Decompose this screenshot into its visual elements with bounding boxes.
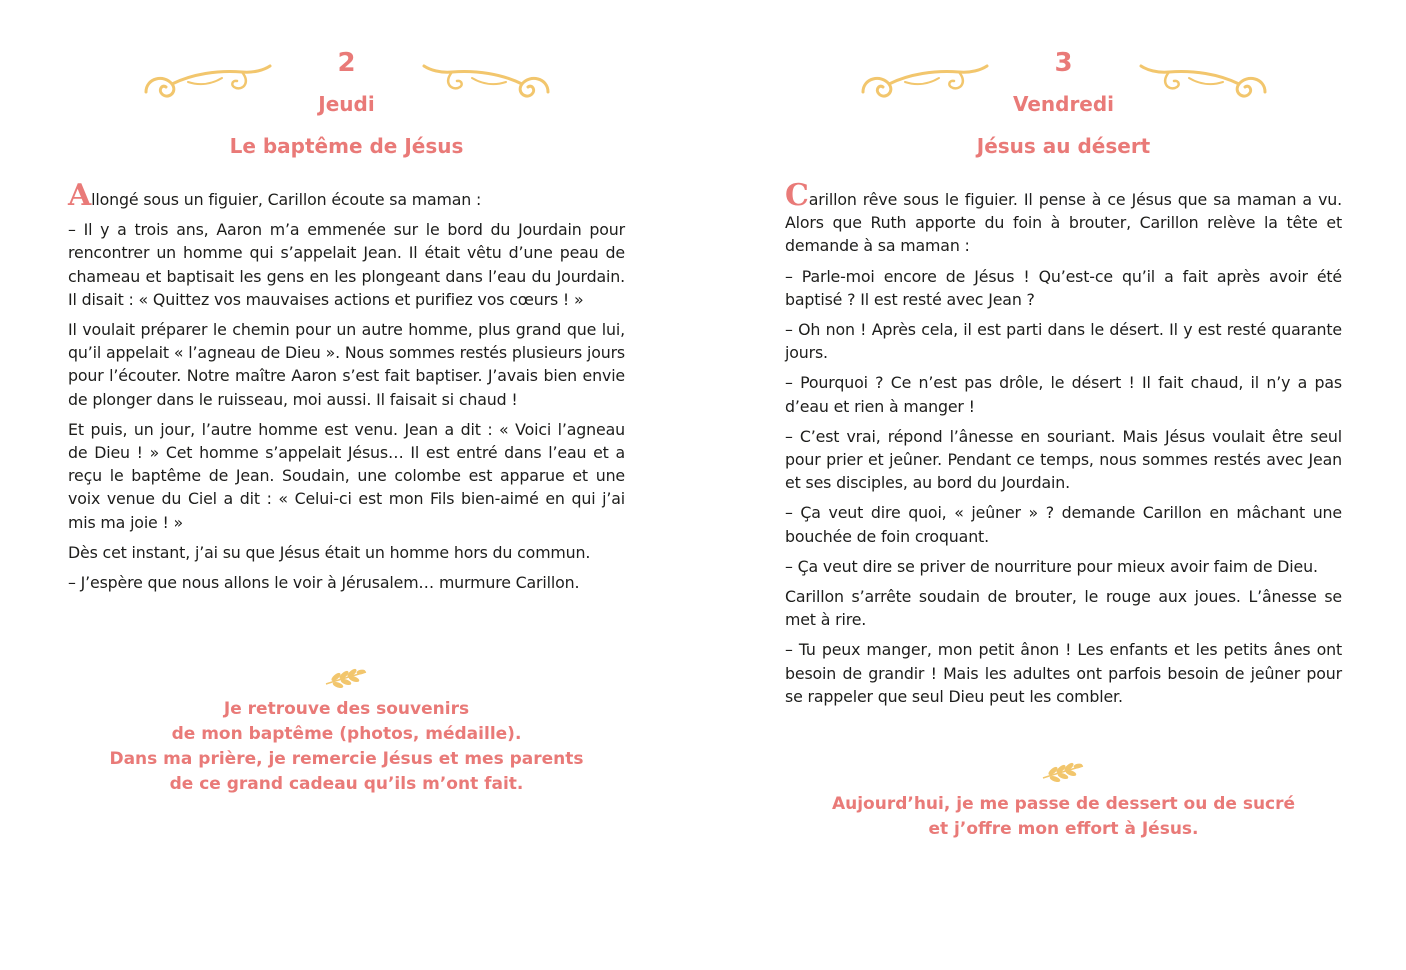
paragraph: – Parle-moi encore de Jésus ! Qu’est-ce qu’il a fait après avoir été baptisé ? Il est resté avec Jean ? (785, 266, 1342, 309)
paragraph: – Oh non ! Après cela, il est parti dans le désert. Il y est resté quarante jours. (785, 320, 1342, 363)
first-paragraph: Allongé sous un figuier, Carillon écoute sa maman : (68, 178, 482, 213)
drop-cap: C (785, 178, 809, 213)
paragraph: Et puis, un jour, l’autre homme est venu. Jean a dit : « Voici l’agneau de Dieu ! » Cet homme s’appelait Jésus… Il est entré dans l’eau et a reçu le baptême de Jean. Soudain, une colombe est apparue et une voix venue du Ciel a dit : « Celui-ci est mon Fils bien-aimé en qui j’ai mis ma joie ! » (68, 419, 625, 532)
chapter-title: Le baptême de Jésus (229, 134, 464, 158)
left-header (68, 0, 625, 130)
day-number: 3 (1054, 48, 1073, 78)
paragraph: – Tu peux manger, mon petit ânon ! Les enfants et les petits ânes ont besoin de grandir ! Mais les adultes ont parfois besoin de jeûner pour se rappeler que seul Dieu peut les combler. (785, 640, 1342, 706)
right-page (785, 0, 1342, 839)
closing-resolution: Aujourd’hui, je me passe de dessert ou de sucré et j’offre mon effort à Jésus. (831, 794, 1296, 839)
paragraph: Dès cet instant, j’ai su que Jésus était un homme hors du commun. (68, 542, 591, 562)
first-paragraph: Carillon rêve sous le figuier. Il pense à ce Jésus que sa maman a vu. Alors que Ruth apporte du foin à brouter, Carillon relève la tête et demande à sa maman : (785, 178, 1342, 256)
paragraph: – Ça veut dire se priver de nourriture pour mieux avoir faim de Dieu. (785, 556, 1318, 576)
paragraph: – Il y a trois ans, Aaron m’a emmenée sur le bord du Jourdain pour rencontrer un homme qui s’appelait Jean. Il était vêtu d’une peau de chameau et baptisait les gens en les plongeant dans l’eau du Jourdain. Il disait : « Quittez vos mauvaises actions et purifiez vos cœurs ! » (68, 220, 625, 309)
paragraph: – J’espère que nous allons le voir à Jérusalem… murmure Carillon. (68, 573, 580, 593)
paragraph: Il voulait préparer le chemin pour un autre homme, plus grand que lui, qu’il appelait « l’agneau de Dieu ». Nous sommes restés plusieurs jours pour l’écouter. Notre maître Aaron s’est fait baptiser. J’avais bien envie de plonger dans le ruisseau, moi aussi. Il faisait si chaud ! (68, 320, 625, 409)
leaf-sprig-icon (1041, 760, 1085, 782)
story-text (68, 178, 625, 601)
paragraph: – Ça veut dire quoi, « jeûner » ? demande Carillon en mâchant une bouchée de foin croquant. (785, 503, 1342, 546)
day-name: Jeudi (318, 92, 375, 116)
story-text (785, 178, 1342, 715)
drop-cap: A (68, 178, 92, 213)
paragraph: – C’est vrai, répond l’ânesse en souriant. Mais Jésus voulait être seul pour prier et jeûner. Pendant ce temps, nous sommes restés avec Jean et ses disciples, au bord du Jourdain. (785, 426, 1342, 493)
left-page (68, 0, 625, 794)
day-number: 2 (337, 48, 356, 78)
leaf-sprig-icon (324, 666, 368, 688)
paragraph: – Pourquoi ? Ce n’est pas drôle, le désert ! Il fait chaud, il n’y a pas d’eau et rien à manger ! (785, 373, 1342, 416)
closing-resolution: Je retrouve des souvenirs de mon baptême (photos, médaille). Dans ma prière, je remercie Jésus et mes parents de ce grand cadeau qu’ils m’ont fait. (109, 699, 584, 794)
day-name: Vendredi (1012, 92, 1115, 116)
paragraph: Carillon s’arrête soudain de brouter, le rouge aux joues. L’ânesse se met à rire. (785, 587, 1342, 630)
right-header (785, 0, 1342, 130)
chapter-title: Jésus au désert (976, 134, 1151, 158)
